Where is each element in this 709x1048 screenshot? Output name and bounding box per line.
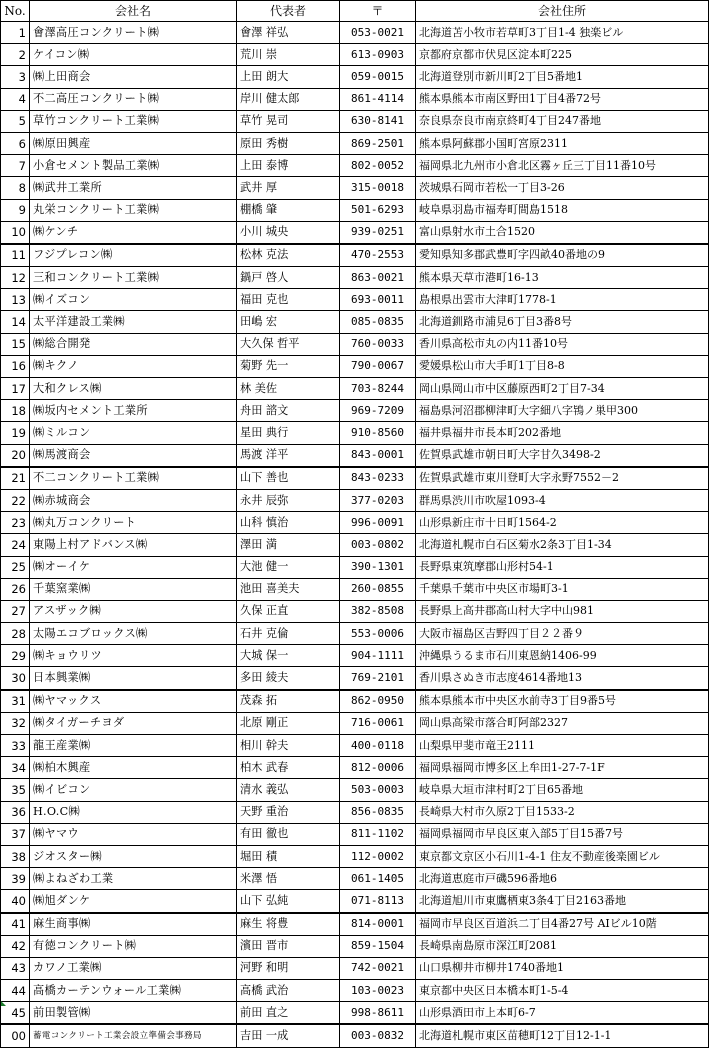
cell-postal-code: 716-0061 <box>340 712 416 734</box>
cell-company-name: 太平洋建設工業㈱ <box>30 311 237 333</box>
cell-no: 26 <box>1 578 30 600</box>
cell-no: 45 <box>1 1002 30 1025</box>
cell-no: 21 <box>1 467 30 490</box>
cell-representative: 岸川 健太郎 <box>237 88 340 110</box>
cell-company-name: ㈱原田興産 <box>30 132 237 154</box>
cell-representative: 多田 綾夫 <box>237 667 340 690</box>
cell-company-name: ㈱旭ダンケ <box>30 890 237 913</box>
table-row <box>1 177 709 199</box>
cell-address: 北海道恵庭市戸磯596番地6 <box>416 868 709 890</box>
cell-address: 東京都文京区小石川1-4-1 住友不動産後楽園ビル <box>416 845 709 867</box>
header-representative: 代表者 <box>237 1 340 22</box>
cell-no: 16 <box>1 355 30 377</box>
cell-representative: 會澤 祥弘 <box>237 22 340 44</box>
cell-representative: 天野 重治 <box>237 801 340 823</box>
cell-no: 3 <box>1 66 30 88</box>
cell-no: 44 <box>1 980 30 1002</box>
cell-representative: 永井 辰弥 <box>237 489 340 511</box>
cell-company-name: アスザック㈱ <box>30 600 237 622</box>
cell-company-name: 有徳コンクリート㈱ <box>30 935 237 957</box>
cell-address: 富山県射水市土合1520 <box>416 221 709 244</box>
cell-postal-code: 400-0118 <box>340 735 416 757</box>
cell-postal-code: 061-1405 <box>340 868 416 890</box>
cell-no: 18 <box>1 400 30 422</box>
cell-company-name: 太陽エコブロックス㈱ <box>30 623 237 645</box>
cell-postal-code: 260-0855 <box>340 578 416 600</box>
cell-company-name: 三和コンクリート工業㈱ <box>30 267 237 289</box>
cell-company-name: 大和クレス㈱ <box>30 378 237 400</box>
cell-representative: 柏木 武春 <box>237 757 340 779</box>
cell-representative: 久保 正直 <box>237 600 340 622</box>
table-row <box>1 600 709 622</box>
cell-no: 7 <box>1 155 30 177</box>
cell-address: 熊本県熊本市中央区水前寺3丁目9番5号 <box>416 690 709 713</box>
table-row <box>1 1002 709 1025</box>
cell-address: 東京都中央区日本橋本町1-5-4 <box>416 980 709 1002</box>
cell-comment-marker <box>1 1001 6 1006</box>
cell-no: 40 <box>1 890 30 913</box>
table-row <box>1 980 709 1002</box>
cell-no: 8 <box>1 177 30 199</box>
cell-postal-code: 904-1111 <box>340 645 416 667</box>
cell-company-name: 會澤高圧コンクリート㈱ <box>30 22 237 44</box>
cell-address: 山形県酒田市上本町6-7 <box>416 1002 709 1025</box>
table-row <box>1 712 709 734</box>
cell-representative: 星田 典行 <box>237 422 340 444</box>
cell-representative: 棚橋 肇 <box>237 199 340 221</box>
table-row <box>1 512 709 534</box>
cell-postal-code: 630-8141 <box>340 110 416 132</box>
cell-no: 17 <box>1 378 30 400</box>
table-row <box>1 289 709 311</box>
cell-address: 沖縄県うるま市石川東恩納1406-99 <box>416 645 709 667</box>
cell-postal-code: 843-0233 <box>340 467 416 490</box>
cell-address: 北海道釧路市浦見6丁目3番8号 <box>416 311 709 333</box>
cell-postal-code: 003-0802 <box>340 534 416 556</box>
cell-company-name: 丸栄コンクリート工業㈱ <box>30 199 237 221</box>
cell-postal-code: 862-0950 <box>340 690 416 713</box>
cell-company-name: 千葉窯業㈱ <box>30 578 237 600</box>
cell-no: 11 <box>1 244 30 267</box>
cell-postal-code: 760-0033 <box>340 333 416 355</box>
cell-address: 長崎県大村市久原2丁目1533-2 <box>416 801 709 823</box>
cell-company-name: ㈱丸万コンクリート <box>30 512 237 534</box>
cell-company-name: ㈱武井工業所 <box>30 177 237 199</box>
cell-address: 岡山県岡山市中区藤原西町2丁目7-34 <box>416 378 709 400</box>
cell-address: 熊本県天草市港町16-13 <box>416 267 709 289</box>
header-postal-code: 〒 <box>340 1 416 22</box>
cell-company-name: ㈱ヤマックス <box>30 690 237 713</box>
cell-address: 長野県上高井郡高山村大字中山981 <box>416 600 709 622</box>
cell-representative: 山科 慎治 <box>237 512 340 534</box>
cell-address: 北海道旭川市東鷹栖東3条4丁目2163番地 <box>416 890 709 913</box>
cell-address: 奈良県奈良市南京終町4丁目247番地 <box>416 110 709 132</box>
cell-address: 千葉県千葉市中央区市場町3-1 <box>416 578 709 600</box>
cell-postal-code: 811-1102 <box>340 823 416 845</box>
table-body <box>1 22 709 1048</box>
cell-address: 長野県東筑摩郡山形村54-1 <box>416 556 709 578</box>
cell-address: 福岡県福岡市早良区東入部5丁目15番7号 <box>416 823 709 845</box>
table-row <box>1 757 709 779</box>
cell-postal-code: 910-8560 <box>340 422 416 444</box>
table-row <box>1 534 709 556</box>
cell-representative: 荒川 崇 <box>237 44 340 66</box>
cell-postal-code: 869-2501 <box>340 132 416 154</box>
cell-company-name: ㈱キクノ <box>30 355 237 377</box>
cell-representative: 舟田 諮文 <box>237 400 340 422</box>
cell-representative: 麻生 将豊 <box>237 913 340 936</box>
cell-postal-code: 053-0021 <box>340 22 416 44</box>
cell-no: 29 <box>1 645 30 667</box>
table-row <box>1 355 709 377</box>
table-row <box>1 311 709 333</box>
table-row <box>1 221 709 244</box>
cell-representative: 米澤 悟 <box>237 868 340 890</box>
cell-no: 19 <box>1 422 30 444</box>
cell-no: 20 <box>1 444 30 467</box>
cell-address: 福島県河沼郡柳津町大字細八字鴇ノ巣甲300 <box>416 400 709 422</box>
table-row <box>1 645 709 667</box>
cell-representative: 山下 弘純 <box>237 890 340 913</box>
cell-company-name: ㈱ヤマウ <box>30 823 237 845</box>
cell-representative: 上田 泰博 <box>237 155 340 177</box>
table-row <box>1 957 709 979</box>
cell-postal-code: 859-1504 <box>340 935 416 957</box>
header-company-name: 会社名 <box>30 1 237 22</box>
cell-representative: 濱田 晋市 <box>237 935 340 957</box>
cell-no: 41 <box>1 913 30 936</box>
cell-no: 32 <box>1 712 30 734</box>
table-row <box>1 868 709 890</box>
cell-postal-code: 861-4114 <box>340 88 416 110</box>
cell-company-name: 龍王産業㈱ <box>30 735 237 757</box>
table-row <box>1 155 709 177</box>
table-row <box>1 779 709 801</box>
cell-company-name: 不二高圧コンクリート㈱ <box>30 88 237 110</box>
cell-no: 5 <box>1 110 30 132</box>
cell-postal-code: 085-0835 <box>340 311 416 333</box>
cell-no: 00 <box>1 1024 30 1047</box>
cell-postal-code: 742-0021 <box>340 957 416 979</box>
cell-address: 岡山県高梁市落合町阿部2327 <box>416 712 709 734</box>
cell-representative: 石井 克倫 <box>237 623 340 645</box>
cell-representative: 松林 克法 <box>237 244 340 267</box>
cell-address: 山梨県甲斐市竜王2111 <box>416 735 709 757</box>
cell-postal-code: 802-0052 <box>340 155 416 177</box>
cell-postal-code: 553-0006 <box>340 623 416 645</box>
cell-postal-code: 003-0832 <box>340 1024 416 1047</box>
cell-no: 13 <box>1 289 30 311</box>
cell-company-name: ㈱タイガーチヨダ <box>30 712 237 734</box>
table-row <box>1 1024 709 1047</box>
cell-company-name: ㈱坂内セメント工業所 <box>30 400 237 422</box>
cell-representative: 相川 幹夫 <box>237 735 340 757</box>
cell-company-name: 草竹コンクリート工業㈱ <box>30 110 237 132</box>
cell-address: 岐阜県大垣市津村町2丁目65番地 <box>416 779 709 801</box>
cell-address: 大阪市福島区吉野四丁目２２番９ <box>416 623 709 645</box>
cell-no: 43 <box>1 957 30 979</box>
cell-address: 茨城県石岡市若松一丁目3-26 <box>416 177 709 199</box>
cell-no: 37 <box>1 823 30 845</box>
table-row <box>1 110 709 132</box>
cell-representative: 茂森 拓 <box>237 690 340 713</box>
cell-postal-code: 939-0251 <box>340 221 416 244</box>
cell-representative: 吉田 一成 <box>237 1024 340 1047</box>
cell-representative: 林 美佐 <box>237 378 340 400</box>
cell-no: 24 <box>1 534 30 556</box>
cell-company-name: 不二コンクリート工業㈱ <box>30 467 237 490</box>
cell-address: 長崎県南島原市深江町2081 <box>416 935 709 957</box>
cell-no: 36 <box>1 801 30 823</box>
cell-postal-code: 863-0021 <box>340 267 416 289</box>
table-row <box>1 890 709 913</box>
cell-company-name: ㈱キョウリツ <box>30 645 237 667</box>
cell-postal-code: 843-0001 <box>340 444 416 467</box>
cell-no: 14 <box>1 311 30 333</box>
cell-representative: 田嶋 宏 <box>237 311 340 333</box>
cell-representative: 大久保 哲平 <box>237 333 340 355</box>
cell-address: 山形県新庄市十日町1564-2 <box>416 512 709 534</box>
cell-representative: 原田 秀樹 <box>237 132 340 154</box>
table-row <box>1 556 709 578</box>
cell-address: 香川県さぬき市志度4614番地13 <box>416 667 709 690</box>
table-row <box>1 467 709 490</box>
cell-address: 愛媛県松山市大手町1丁目8-8 <box>416 355 709 377</box>
cell-postal-code: 703-8244 <box>340 378 416 400</box>
cell-no: 23 <box>1 512 30 534</box>
cell-no: 38 <box>1 845 30 867</box>
cell-representative: 有田 徹也 <box>237 823 340 845</box>
cell-company-name: ㈱よねざわ工業 <box>30 868 237 890</box>
cell-company-name: ㈱総合開発 <box>30 333 237 355</box>
cell-postal-code: 693-0011 <box>340 289 416 311</box>
cell-company-name: フジプレコン㈱ <box>30 244 237 267</box>
cell-representative: 福田 克也 <box>237 289 340 311</box>
table-row <box>1 823 709 845</box>
table-row <box>1 66 709 88</box>
cell-postal-code: 315-0018 <box>340 177 416 199</box>
cell-no: 27 <box>1 600 30 622</box>
cell-no: 2 <box>1 44 30 66</box>
cell-address: 福井県福井市長本町202番地 <box>416 422 709 444</box>
cell-company-name: ㈱柏木興産 <box>30 757 237 779</box>
cell-postal-code: 996-0091 <box>340 512 416 534</box>
cell-company-name: ㈱オーイケ <box>30 556 237 578</box>
table-row <box>1 378 709 400</box>
cell-company-name: ㈱上田商会 <box>30 66 237 88</box>
cell-no: 6 <box>1 132 30 154</box>
cell-address: 熊本県熊本市南区野田1丁目4番72号 <box>416 88 709 110</box>
cell-no: 9 <box>1 199 30 221</box>
cell-no: 39 <box>1 868 30 890</box>
cell-postal-code: 969-7209 <box>340 400 416 422</box>
cell-company-name: ジオスター㈱ <box>30 845 237 867</box>
cell-postal-code: 071-8113 <box>340 890 416 913</box>
cell-no: 15 <box>1 333 30 355</box>
table-row <box>1 489 709 511</box>
cell-address: 香川県高松市丸の内11番10号 <box>416 333 709 355</box>
cell-representative: 高橋 武治 <box>237 980 340 1002</box>
cell-representative: 大城 保一 <box>237 645 340 667</box>
cell-company-name: ㈱イビコン <box>30 779 237 801</box>
cell-company-name: H.O.C㈱ <box>30 801 237 823</box>
table-row <box>1 422 709 444</box>
cell-representative: 北原 剛正 <box>237 712 340 734</box>
cell-representative: 山下 善也 <box>237 467 340 490</box>
table-row <box>1 690 709 713</box>
table-row <box>1 333 709 355</box>
cell-address: 佐賀県武雄市東川登町大字永野7552－2 <box>416 467 709 490</box>
cell-address: 北海道札幌市東区苗穂町12丁目12-1-1 <box>416 1024 709 1047</box>
cell-representative: 馬渡 洋平 <box>237 444 340 467</box>
cell-address: 熊本県阿蘇郡小国町宮原2311 <box>416 132 709 154</box>
cell-address: 北海道札幌市白石区菊水2条3丁目1-34 <box>416 534 709 556</box>
header-address: 会社住所 <box>416 1 709 22</box>
cell-representative: 前田 直之 <box>237 1002 340 1025</box>
cell-representative: 清水 義弘 <box>237 779 340 801</box>
cell-company-name: 蓄電コンクリート工業会設立準備会事務局 <box>30 1024 237 1047</box>
cell-address: 岐阜県羽島市福寿町間島1518 <box>416 199 709 221</box>
cell-no: 31 <box>1 690 30 713</box>
cell-postal-code: 112-0002 <box>340 845 416 867</box>
cell-no: 30 <box>1 667 30 690</box>
table-row <box>1 88 709 110</box>
cell-no: 1 <box>1 22 30 44</box>
cell-representative: 草竹 晃司 <box>237 110 340 132</box>
table-row <box>1 735 709 757</box>
cell-representative: 堀田 積 <box>237 845 340 867</box>
cell-postal-code: 470-2553 <box>340 244 416 267</box>
cell-representative: 池田 喜美夫 <box>237 578 340 600</box>
cell-company-name: 小倉セメント製品工業㈱ <box>30 155 237 177</box>
cell-company-name: 麻生商事㈱ <box>30 913 237 936</box>
cell-representative: 武井 厚 <box>237 177 340 199</box>
cell-company-name: ㈱赤城商会 <box>30 489 237 511</box>
cell-representative: 小川 城央 <box>237 221 340 244</box>
cell-postal-code: 812-0006 <box>340 757 416 779</box>
header-no: No. <box>1 1 30 22</box>
cell-postal-code: 377-0203 <box>340 489 416 511</box>
cell-address: 福岡県福岡市博多区上牟田1-27-7-1F <box>416 757 709 779</box>
table-row <box>1 444 709 467</box>
cell-representative: 上田 朗大 <box>237 66 340 88</box>
table-row <box>1 801 709 823</box>
cell-address: 福岡県北九州市小倉北区霧ヶ丘三丁目11番10号 <box>416 155 709 177</box>
cell-company-name: 高橋カーテンウォール工業㈱ <box>30 980 237 1002</box>
table-row <box>1 244 709 267</box>
cell-no: 25 <box>1 556 30 578</box>
cell-address: 山口県柳井市柳井1740番地1 <box>416 957 709 979</box>
cell-no: 12 <box>1 267 30 289</box>
cell-postal-code: 613-0903 <box>340 44 416 66</box>
table-row <box>1 578 709 600</box>
table-row <box>1 267 709 289</box>
cell-no: 22 <box>1 489 30 511</box>
cell-company-name: ㈱ミルコン <box>30 422 237 444</box>
cell-address: 佐賀県武雄市朝日町大字甘久3498-2 <box>416 444 709 467</box>
cell-postal-code: 998-8611 <box>340 1002 416 1025</box>
cell-no: 10 <box>1 221 30 244</box>
cell-no: 33 <box>1 735 30 757</box>
table-row <box>1 935 709 957</box>
table-row <box>1 623 709 645</box>
cell-postal-code: 382-8508 <box>340 600 416 622</box>
cell-no: 35 <box>1 779 30 801</box>
cell-no: 34 <box>1 757 30 779</box>
cell-company-name: 日本興業㈱ <box>30 667 237 690</box>
cell-representative: 菊野 先一 <box>237 355 340 377</box>
cell-postal-code: 503-0003 <box>340 779 416 801</box>
cell-postal-code: 501-6293 <box>340 199 416 221</box>
cell-postal-code: 390-1301 <box>340 556 416 578</box>
cell-address: 福岡市早良区百道浜二丁目4番27号 AIビル10階 <box>416 913 709 936</box>
cell-company-name: カワノ工業㈱ <box>30 957 237 979</box>
cell-company-name: ㈱馬渡商会 <box>30 444 237 467</box>
cell-postal-code: 103-0023 <box>340 980 416 1002</box>
cell-address: 北海道登別市新川町2丁目5番地1 <box>416 66 709 88</box>
cell-postal-code: 790-0067 <box>340 355 416 377</box>
table-row <box>1 44 709 66</box>
table-row <box>1 400 709 422</box>
cell-representative: 河野 和明 <box>237 957 340 979</box>
cell-company-name: 東陽上村アドバンス㈱ <box>30 534 237 556</box>
cell-representative: 大池 健一 <box>237 556 340 578</box>
table-row <box>1 199 709 221</box>
cell-address: 群馬県渋川市吹屋1093-4 <box>416 489 709 511</box>
table-row <box>1 667 709 690</box>
cell-address: 京都府京都市伏見区淀本町225 <box>416 44 709 66</box>
cell-postal-code: 769-2101 <box>340 667 416 690</box>
cell-company-name: ㈱イズコン <box>30 289 237 311</box>
cell-postal-code: 059-0015 <box>340 66 416 88</box>
cell-representative: 鍋戸 啓人 <box>237 267 340 289</box>
cell-no: 28 <box>1 623 30 645</box>
table-row <box>1 132 709 154</box>
header-row <box>1 1 709 22</box>
cell-representative: 澤田 満 <box>237 534 340 556</box>
cell-no: 4 <box>1 88 30 110</box>
cell-postal-code: 814-0001 <box>340 913 416 936</box>
cell-company-name: ケイコン㈱ <box>30 44 237 66</box>
cell-company-name: 前田製管㈱ <box>30 1002 237 1025</box>
table-row <box>1 913 709 936</box>
table-row <box>1 22 709 44</box>
cell-address: 北海道苫小牧市若草町3丁目1-4 独楽ビル <box>416 22 709 44</box>
cell-address: 島根県出雲市大津町1778-1 <box>416 289 709 311</box>
table-row <box>1 845 709 867</box>
cell-company-name: ㈱ケンチ <box>30 221 237 244</box>
cell-postal-code: 856-0835 <box>340 801 416 823</box>
cell-no: 42 <box>1 935 30 957</box>
cell-address: 愛知県知多郡武豊町字四畝40番地の9 <box>416 244 709 267</box>
